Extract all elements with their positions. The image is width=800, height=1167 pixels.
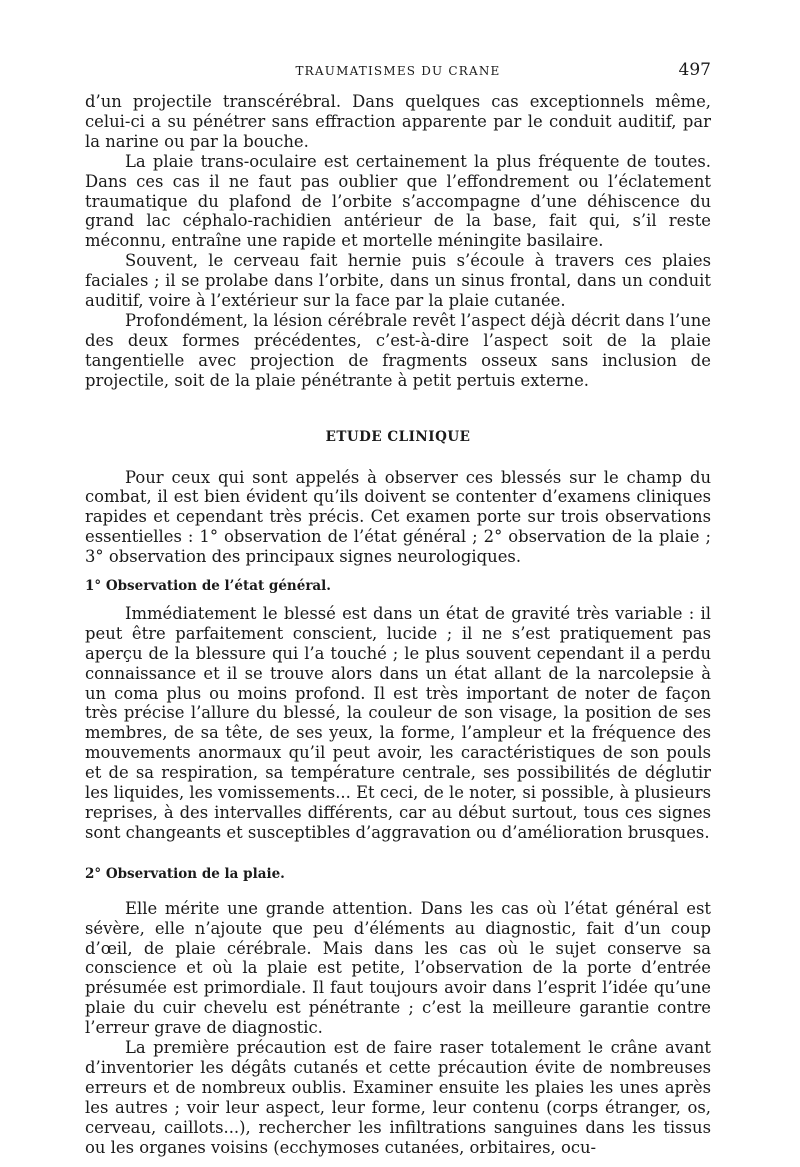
paragraph: d’un projectile transcérébral. Dans quelques cas exceptionnels même, celui-ci a su pénétrer sans effraction apparente par le conduit auditif, par la narine ou par la bouche.	[85, 92, 711, 151]
subsection-title: 1° Observation de l’état général.	[85, 578, 332, 595]
paragraph: Souvent, le cerveau fait hernie puis s’écoule à travers ces plaies faciales ; il se prolabe dans l’orbite, dans un sinus frontal, dans un conduit auditif, voire à l’extérieur sur la face par la plaie cutanée.	[85, 251, 711, 311]
subsection-title: 2° Observation de la plaie.	[85, 865, 285, 882]
paragraph: Profondément, la lésion cérébrale revêt l’aspect déjà décrit dans l’une des deux formes précédentes, c’est-à-dire l’aspect soit de la plaie tangentielle avec projection de fragments osseux sans inclusion de projectile, soit de la plaie pénétrante à petit pertuis externe.	[85, 310, 711, 390]
running-title: TRAUMATISMES DU CRANE	[295, 64, 501, 78]
paragraph: La plaie trans-oculaire est certainement la plus fréquente de toutes. Dans ces cas il ne faut pas oublier que l’effondrement ou l’éclatement traumatique du plafond de l’orbite s’accompagne d’une déhiscence du grand lac céphalo-rachidien antérieur de la base, fait qui, s’il reste méconnu, entraîne une rapide et mortelle méningite basilaire.	[85, 151, 711, 251]
page-header	[85, 60, 711, 84]
body-text	[85, 92, 711, 1158]
paragraph: Immédiatement le blessé est dans un état de gravité très variable : il peut être parfaitement conscient, lucide ; il ne s’est pratiquement pas aperçu de la blessure qui l’a touché ; le plus souvent cependant il a perdu connaissance et il se trouve alors dans un état allant de la narcolepsie à un coma plus ou moins profond. Il est très important de noter de façon très précise l’allure du blessé, la couleur de son visage, la position de ses membres, de sa tête, de ses yeux, la forme, l’ampleur et la fréquence des mouvements anormaux qu’il peut avoir, les caractéristiques de son pouls et de sa respiration, sa température centrale, ses possibilités de déglutir les liquides, les vomissements... Et ceci, de le noter, si possible, à plusieurs reprises, à des intervalles différents, car au début surtout, tous ces signes sont changeants et susceptibles d’aggravation ou d’amélioration brusques.	[85, 603, 711, 842]
section-title: ETUDE CLINIQUE	[325, 428, 471, 445]
paragraph: Elle mérite une grande attention. Dans les cas où l’état général est sévère, elle n’ajoute que peu d’éléments au diagnostic, fait d’un coup d’œil, de plaie cérébrale. Mais dans les cas où le sujet conserve sa conscience et où la plaie est petite, l’observation de la porte d’entrée présumée est primordiale. Il faut toujours avoir dans l’esprit l’idée qu’une plaie du cuir chevelu est pénétrante ; c’est la meilleure garantie contre l’erreur grave de diagnostic.	[85, 898, 711, 1038]
page-number: 497	[678, 60, 711, 80]
paragraph: La première précaution est de faire raser totalement le crâne avant d’inventorier les dégâts cutanés et cette précaution évite de nombreuses erreurs et de nombreux oublis. Examiner ensuite les plaies les unes après les autres ; voir leur aspect, leur forme, leur contenu (corps étranger, os, cerveau, caillots...), rechercher les infiltrations sanguines dans les tissus ou les organes voisins (ecchymoses cutanées, orbitaires, ocu-	[85, 1038, 711, 1157]
paragraph: Pour ceux qui sont appelés à observer ces blessés sur le champ du combat, il est bien évident qu’ils doivent se contenter d’examens cliniques rapides et cependant très précis. Cet examen porte sur trois observations essentielles : 1° observation de l’état général ; 2° observation de la plaie ; 3° observation des principaux signes neurologiques.	[85, 467, 711, 567]
